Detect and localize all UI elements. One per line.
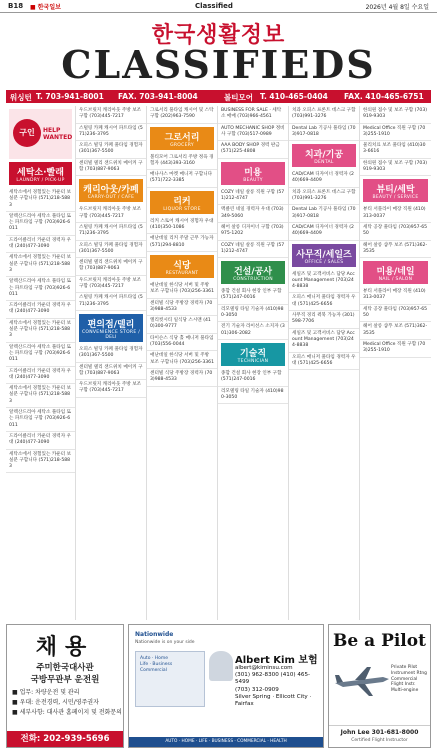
recruit-bullet: ■ 우대: 운전경력, 시민/영주권자: [12, 699, 99, 706]
listing: BUSINESS FOR SALE · 세탁소 매매 (703)966-4561: [218, 106, 288, 124]
listing: 세탁 공장 풀타임 (703)957-6550: [360, 223, 431, 241]
category-restaurant: 식당 RESTAURANT: [150, 255, 214, 278]
dc-tel: T. 703-941-8001: [36, 92, 104, 101]
category-construction: 건설/공사 CONSTRUCTION: [221, 261, 285, 284]
insurance-panel-line: Auto · Home: [140, 656, 169, 661]
category-convenience: 편의점/델리 CONVENIENCE STORE / DELI: [79, 314, 143, 342]
agent-name: Albert Kim 보험: [235, 655, 318, 666]
listing: 세탁소에서 경험있는 카운터 보실분 구합니다 (571)218-5883: [6, 450, 75, 474]
column-2: [76, 106, 147, 620]
listing: 센터빌 델리 샌드위치 메이커 구함 (703)887-9063: [76, 363, 146, 381]
masthead-english: CLASSIFIEDS: [61, 42, 376, 87]
listing: 치과 오피스 프론트 데스크 구함 (703)991-3276: [289, 106, 359, 124]
listing: 치과 오피스 프론트 데스크 구함 (703)991-3276: [289, 188, 359, 206]
listing: COZY 네일 살롱 직원 구함 (571)212-4747: [218, 188, 288, 206]
listing: 리커 스토어 캐시어 경험자 우대 (410)350-1086: [147, 217, 217, 235]
dc-label: 워싱턴: [10, 93, 32, 102]
listing: 센터빌 델리 샌드위치 메이커 구함 (703)887-9063: [76, 258, 146, 276]
agent-photo-icon: [209, 651, 233, 681]
listing: 세일즈 및 고객서비스 담당 Account Management (703)244-8838: [289, 329, 359, 353]
listing: 알렉산드리아 세탁소 풀타임 또는 파트타임 구함 (703)926-6011: [6, 343, 75, 367]
issue-date: 2026년 4월 8일 수요일: [365, 4, 429, 11]
listing: 애난데일 한식당 서버 및 주방 보조 구합니다 (703)256-3361: [147, 351, 217, 369]
listing: COZY 네일 살롱 직원 구함 (571)212-4747: [218, 241, 288, 259]
airplane-icon: [333, 663, 391, 699]
listing: 사무직 경리 퀵북 가능자 (301)598-7706: [289, 311, 359, 329]
listing: CAD/CAM 디자이너 경력자 (240)669-4409: [289, 170, 359, 188]
listing: 스털링 카페 캐시어 파트타임 (571)236-3795: [76, 293, 146, 311]
publisher-logo: ■ 한국일보: [30, 4, 61, 11]
insurance-panel-line: Commercial: [140, 668, 167, 673]
listing: 센터빌 식당 주방장 경력자 (703)988-4533: [147, 369, 217, 387]
listing: 드라이클리너 카운터 경력자 우대 (240)477-3090: [6, 301, 75, 319]
listing: 한의원 접수 및 보조 구함 (703)919-9303: [360, 159, 431, 177]
listing: Dental Lab 기공사 풀타임 (703)917-0818: [289, 124, 359, 142]
listing: 엘리컷시티 일식당 스시맨 (410)300-9777: [147, 316, 217, 334]
listing: 애난데일 리커 주말 근무 가능자 (571)294-8810: [147, 234, 217, 252]
page-number: B18: [8, 2, 24, 10]
listing: 애난데일 한식당 서버 및 주방 보조 구합니다 (703)256-3361: [147, 281, 217, 299]
listing: 볼티모어 그로서리 주방 정육 경험자 (443)393-3160: [147, 153, 217, 171]
listing: 헤어 살롱 샴푸 보조 (571)362-3535: [360, 241, 431, 259]
listing: 드라이클리너 카운터 경력자 우대 (240)477-3090: [6, 367, 75, 385]
pilot-course-list: Private Pilot Instrument Rtng Commercial Flight Instr. Multi-engine: [391, 665, 427, 694]
recruit-ad: [6, 624, 124, 748]
listing: Dental Lab 기공사 풀타임 (703)917-0818: [289, 205, 359, 223]
listing: 세일즈 및 고객서비스 담당 Account Management (703)244-8838: [289, 270, 359, 294]
category-office: 사무직/세일즈 OFFICE / SALES: [292, 244, 356, 267]
category-laundry: 세탁소·빨래 LAUNDRY / PICK-UP: [9, 162, 72, 185]
listing: 오피스 매니저 풀타임 경력자 우대 (571)425-6656: [289, 353, 359, 371]
insurance-panel: [135, 651, 205, 707]
listing: 오피스 빌딩 카페 풀타임 경험자 (301)367-5500: [76, 141, 146, 159]
listing: Medical Office 직원 구함 (703)255-1910: [360, 340, 431, 358]
masthead-korean: 한국생활정보: [151, 23, 286, 48]
listing: AUTO MECHANIC SHOP 정비사 구함 (703)517-0989: [218, 124, 288, 142]
listing: 우드브릿지 캐리아웃 주방 보조 구함 (703)445-7217: [76, 276, 146, 294]
category-service: 뷰티/세탁 BEAUTY / SERVICE: [363, 179, 428, 202]
listing: 뷰티 서플라이 매장 직원 (410)313-0037: [360, 205, 431, 223]
pilot-ad: [328, 624, 431, 748]
help-wanted-text: HELP WANTED: [43, 127, 73, 141]
listing: 우드브릿지 캐리아웃 주방 보조 구함 (703)445-7217: [76, 106, 146, 124]
listing: 우드브릿지 캐리아웃 주방 보조 구함 (703)445-7217: [76, 205, 146, 223]
listing: 타이슨스 식당 홀 매니저 풀타임 (703)556-0044: [147, 334, 217, 352]
listing: 오피스 빌딩 카페 풀타임 경험자 (301)367-5500: [76, 241, 146, 259]
listing: 물리치료 보조 풀타임 (410)303-6616: [360, 141, 431, 159]
pilot-footer: [329, 725, 430, 747]
insurance-strip: AUTO · HOME · LIFE · BUSINESS · COMMERCIAL · HEALTH: [129, 737, 323, 747]
listing: 헤어 살롱 디자이너 구함 (703)975-1202: [218, 223, 288, 241]
top-strip: [0, 0, 437, 13]
listing: 전기 기술자 라이선스 소지자 (301)306-2082: [218, 322, 288, 340]
column-1: [6, 106, 76, 620]
listing: 종합 건설 회사 현장 인부 구함 (571)247-0016: [218, 369, 288, 387]
listing: 맥클린 네일 경력자 우대 (703)349-5060: [218, 205, 288, 223]
listing: 오피스 매니저 풀타임 경력자 우대 (571)425-6656: [289, 293, 359, 311]
listing: 드라이클리너 카운터 경력자 우대 (240)477-3090: [6, 236, 75, 254]
column-3: [147, 106, 218, 620]
recruit-bullet: ■ 업무: 차량운전 및 관리: [12, 689, 80, 696]
listing: 헤어 살롱 샴푸 보조 (571)362-3535: [360, 322, 431, 340]
recruit-position: 국방무관부 운전원: [30, 675, 100, 685]
pilot-headline: Be a Pilot: [333, 631, 426, 651]
listing: 센터빌 델리 샌드위치 메이커 구함 (703)887-9063: [76, 159, 146, 177]
insurance-tagline: Nationwide is on your side: [135, 640, 195, 645]
category-grocery: 그로서리 GROCERY: [150, 127, 214, 150]
listing: 세탁소에서 경험있는 카운터 보실분 구합니다 (571)218-5883: [6, 384, 75, 408]
category-dental: 치과/기공 DENTAL: [292, 144, 356, 167]
listing: 알렉산드리아 세탁소 풀타임 또는 파트타임 구함 (703)926-6011: [6, 277, 75, 301]
listing: 스털링 카페 캐시어 파트타임 (571)236-3795: [76, 124, 146, 142]
listing: 알렉산드리아 세탁소 풀타임 또는 파트타임 구함 (703)926-6011: [6, 408, 75, 432]
insurance-ad: [128, 624, 324, 748]
listing: 센터빌 식당 주방장 경력자 (703)988-4533: [147, 299, 217, 317]
section-name: Classified: [195, 2, 233, 10]
md-tel: T. 410-465-0404: [260, 92, 328, 101]
listing: 세탁소에서 경험있는 카운터 보실분 구합니다 (571)218-5883: [6, 319, 75, 343]
help-wanted-banner: [9, 109, 72, 159]
category-carryout: 캐리아웃/카페 CARRY-OUT / CAFE: [79, 179, 143, 202]
category-beauty: 미용 BEAUTY: [221, 162, 285, 185]
pilot-credential: Certified Flight Instructor: [351, 738, 408, 743]
dc-fax: FAX. 703-941-8004: [118, 92, 198, 101]
listing: 종합 건설 회사 현장 인부 구함 (571)247-0016: [218, 287, 288, 305]
listing: Medical Office 직원 구함 (703)255-1910: [360, 124, 431, 142]
recruit-org: 주미한국대사관: [36, 663, 94, 673]
listing: 드라이클리너 카운터 경력자 우대 (240)477-3090: [6, 432, 75, 450]
listing: 매나사스 마켓 매니저 구합니다 (571)722-3385: [147, 170, 217, 188]
listing: 리모델링 타일 기술자 (410)980-3050: [218, 387, 288, 405]
contact-phone-bar: [6, 90, 431, 103]
listing: 그로서리 풀타임 캐시어 및 스탁 구함 (202)963-7590: [147, 106, 217, 124]
listing: CAD/CAM 디자이너 경력자 (240)669-4409: [289, 223, 359, 241]
insurance-panel-line: Life · Business: [140, 662, 173, 667]
help-wanted-icon: 구인: [13, 119, 41, 147]
agent-contact: albert@kiminsu.com (301) 962-8300 (410) 465-5499 (703) 312-0909 Silver Spring · Ellicott City · Fairfax: [235, 665, 312, 708]
recruit-bullet: ■ 세부사항: 대사관 홈페이지 및 전화문의: [12, 709, 122, 716]
md-fax: FAX. 410-465-6751: [344, 92, 424, 101]
pilot-contact: John Lee 301-681-8000: [340, 729, 419, 736]
column-4: [218, 106, 289, 620]
listing: 뷰티 서플라이 매장 직원 (410)313-0037: [360, 287, 431, 305]
listing: 한의원 접수 및 보조 구함 (703)919-9303: [360, 106, 431, 124]
md-label: 볼티모어: [224, 93, 253, 102]
listing: AAA BODY SHOP 경력 판금 (571)225-4808: [218, 141, 288, 159]
category-nail-salon: 미용/네일 NAIL / SALON: [363, 261, 428, 284]
classified-columns: [6, 106, 431, 620]
listing: 세탁소에서 경험있는 카운터 보실분 구합니다 (571)218-5883: [6, 253, 75, 277]
listing: 스털링 카페 캐시어 파트타임 (571)236-3795: [76, 223, 146, 241]
category-tech: 기술직 TECHNICIAN: [221, 343, 285, 366]
column-5: [289, 106, 360, 620]
listing: 세탁소에서 경험있는 카운터 보실분 구합니다 (571)218-5883: [6, 188, 75, 212]
listing: 세탁 공장 풀타임 (703)957-6550: [360, 305, 431, 323]
category-liquor: 리커 LIQUOR STORE: [150, 191, 214, 214]
listing: 오피스 빌딩 카페 풀타임 경험자 (301)367-5500: [76, 345, 146, 363]
listing: 리모델링 타일 기술자 (410)980-3050: [218, 305, 288, 323]
listing: 알렉산드리아 세탁소 풀타임 또는 파트타임 구함 (703)926-6011: [6, 212, 75, 236]
listing: 우드브릿지 캐리아웃 주방 보조 구함 (703)445-7217: [76, 380, 146, 398]
recruit-title: 채용: [35, 635, 95, 660]
column-6: [360, 106, 431, 620]
recruit-phone: 전화: 202-939-5696: [7, 731, 123, 747]
insurance-brand: Nationwide: [135, 631, 174, 638]
